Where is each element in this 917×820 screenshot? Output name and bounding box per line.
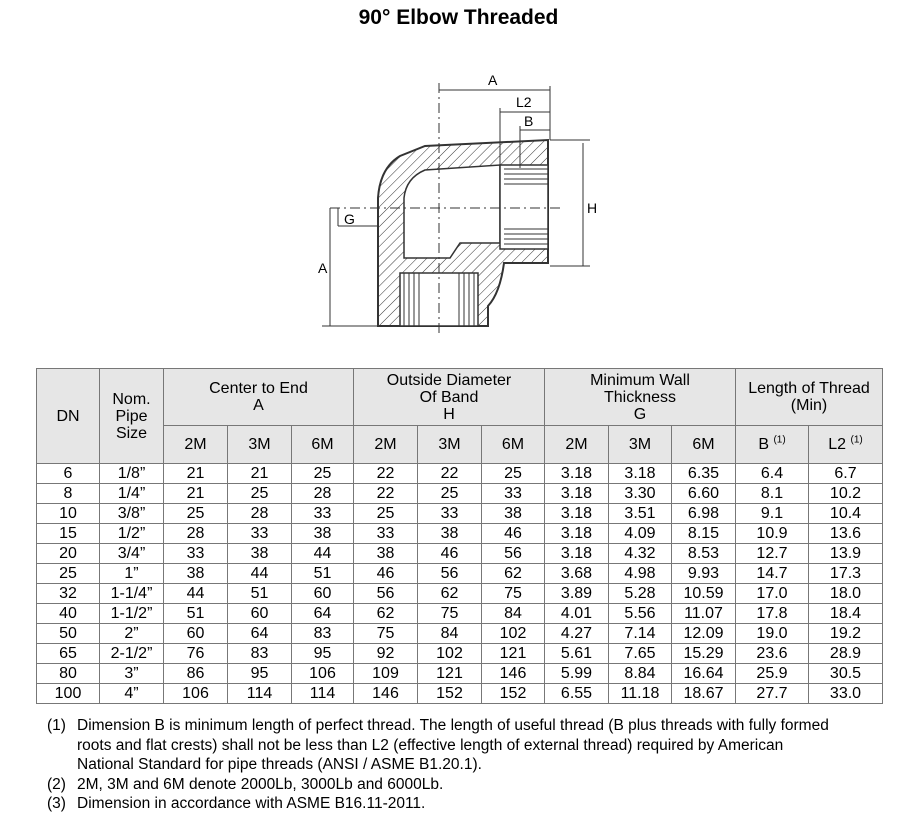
header-thread-length: Length of Thread (Min) bbox=[736, 369, 883, 426]
table-row bbox=[37, 484, 883, 504]
table-cell: 84 bbox=[482, 604, 545, 624]
table-cell: 21 bbox=[164, 484, 228, 504]
table-body bbox=[37, 464, 883, 704]
table-cell: 27.7 bbox=[736, 684, 809, 704]
table-cell: 100 bbox=[37, 684, 100, 704]
table-cell: 102 bbox=[418, 644, 482, 664]
table-cell: 13.6 bbox=[809, 524, 883, 544]
table-cell: 19.2 bbox=[809, 624, 883, 644]
dim-a-left: A bbox=[318, 260, 328, 276]
table-cell: 25 bbox=[418, 484, 482, 504]
table-cell: 12.7 bbox=[736, 544, 809, 564]
table-cell: 15 bbox=[37, 524, 100, 544]
table-cell: 6.98 bbox=[672, 504, 736, 524]
table-cell: 33 bbox=[292, 504, 354, 524]
table-cell: 46 bbox=[418, 544, 482, 564]
page-title: 90° Elbow Threaded bbox=[358, 6, 559, 29]
table-cell: 28 bbox=[292, 484, 354, 504]
table-row bbox=[37, 464, 883, 484]
table-cell: 38 bbox=[418, 524, 482, 544]
table-cell: 25 bbox=[354, 504, 418, 524]
table-cell: 10.59 bbox=[672, 584, 736, 604]
dimension-table bbox=[36, 368, 883, 704]
header-outside-diameter: Outside Diameter Of Band H bbox=[354, 369, 545, 426]
table-row bbox=[37, 624, 883, 644]
table-cell: 33 bbox=[418, 504, 482, 524]
table-cell: 20 bbox=[37, 544, 100, 564]
table-cell: 3.18 bbox=[545, 464, 609, 484]
table-cell: 8.15 bbox=[672, 524, 736, 544]
table-cell: 102 bbox=[482, 624, 545, 644]
table-cell: 5.28 bbox=[609, 584, 672, 604]
table-row bbox=[37, 524, 883, 544]
table-cell: 109 bbox=[354, 664, 418, 684]
table-cell: 8.53 bbox=[672, 544, 736, 564]
table-cell: 80 bbox=[37, 664, 100, 684]
table-cell: 25 bbox=[292, 464, 354, 484]
table-cell: 95 bbox=[292, 644, 354, 664]
table-cell: 60 bbox=[164, 624, 228, 644]
table-cell: 17.0 bbox=[736, 584, 809, 604]
table-cell: 18.4 bbox=[809, 604, 883, 624]
table-cell: 56 bbox=[354, 584, 418, 604]
table-cell: 3/4” bbox=[100, 544, 164, 564]
table-cell: 6.35 bbox=[672, 464, 736, 484]
table-row bbox=[37, 664, 883, 684]
table-cell: 38 bbox=[228, 544, 292, 564]
table-cell: 17.8 bbox=[736, 604, 809, 624]
table-cell: 10.4 bbox=[809, 504, 883, 524]
table-cell: 21 bbox=[164, 464, 228, 484]
table-row bbox=[37, 644, 883, 664]
table-cell: 3.18 bbox=[609, 464, 672, 484]
table-cell: 3.18 bbox=[545, 524, 609, 544]
table-cell: 14.7 bbox=[736, 564, 809, 584]
table-cell: 1/2” bbox=[100, 524, 164, 544]
header-min-wall: Minimum Wall Thickness G bbox=[545, 369, 736, 426]
sub-h-6m: 6M bbox=[482, 426, 545, 464]
table-cell: 2” bbox=[100, 624, 164, 644]
table-cell: 16.64 bbox=[672, 664, 736, 684]
table-cell: 32 bbox=[37, 584, 100, 604]
footnote-3: (3) Dimension in accordance with ASME B16.11-2011. bbox=[47, 795, 426, 812]
table-row bbox=[37, 684, 883, 704]
sub-a-2m: 2M bbox=[164, 426, 228, 464]
table-cell: 12.09 bbox=[672, 624, 736, 644]
table-cell: 46 bbox=[354, 564, 418, 584]
table-cell: 51 bbox=[228, 584, 292, 604]
table-cell: 5.61 bbox=[545, 644, 609, 664]
table-cell: 76 bbox=[164, 644, 228, 664]
elbow-diagram bbox=[300, 68, 620, 338]
table-cell: 18.67 bbox=[672, 684, 736, 704]
table-cell: 84 bbox=[418, 624, 482, 644]
table-cell: 3/8” bbox=[100, 504, 164, 524]
table-cell: 25.9 bbox=[736, 664, 809, 684]
table-cell: 146 bbox=[482, 664, 545, 684]
table-cell: 3” bbox=[100, 664, 164, 684]
table-cell: 13.9 bbox=[809, 544, 883, 564]
table-cell: 38 bbox=[482, 504, 545, 524]
table-cell: 25 bbox=[482, 464, 545, 484]
table-cell: 114 bbox=[228, 684, 292, 704]
table-row bbox=[37, 544, 883, 564]
table-cell: 7.14 bbox=[609, 624, 672, 644]
table-cell: 51 bbox=[164, 604, 228, 624]
table-cell: 56 bbox=[418, 564, 482, 584]
sub-a-3m: 3M bbox=[228, 426, 292, 464]
table-cell: 25 bbox=[164, 504, 228, 524]
table-cell: 17.3 bbox=[809, 564, 883, 584]
table-cell: 11.07 bbox=[672, 604, 736, 624]
table-cell: 1/8” bbox=[100, 464, 164, 484]
dim-h: H bbox=[587, 200, 598, 216]
table-cell: 152 bbox=[482, 684, 545, 704]
table-cell: 28 bbox=[228, 504, 292, 524]
table-cell: 40 bbox=[37, 604, 100, 624]
table-cell: 44 bbox=[292, 544, 354, 564]
table-cell: 30.5 bbox=[809, 664, 883, 684]
table-row bbox=[37, 564, 883, 584]
table-cell: 60 bbox=[228, 604, 292, 624]
table-cell: 4.01 bbox=[545, 604, 609, 624]
table-cell: 62 bbox=[482, 564, 545, 584]
table-cell: 6.7 bbox=[809, 464, 883, 484]
sub-b: B $^{(1)}$ bbox=[736, 426, 809, 464]
table-cell: 3.30 bbox=[609, 484, 672, 504]
table-cell: 7.65 bbox=[609, 644, 672, 664]
table-cell: 25 bbox=[228, 484, 292, 504]
table-cell: 8.84 bbox=[609, 664, 672, 684]
header-dn: DN bbox=[37, 369, 100, 464]
dim-a-top: A bbox=[488, 72, 498, 88]
table-cell: 38 bbox=[164, 564, 228, 584]
table-cell: 4.98 bbox=[609, 564, 672, 584]
table-cell: 75 bbox=[354, 624, 418, 644]
table-cell: 11.18 bbox=[609, 684, 672, 704]
table-cell: 50 bbox=[37, 624, 100, 644]
table-cell: 4” bbox=[100, 684, 164, 704]
table-cell: 44 bbox=[228, 564, 292, 584]
table-cell: 1/4” bbox=[100, 484, 164, 504]
table-cell: 56 bbox=[482, 544, 545, 564]
table-cell: 10 bbox=[37, 504, 100, 524]
table-cell: 2-1/2” bbox=[100, 644, 164, 664]
table-row bbox=[37, 504, 883, 524]
sub-g-3m: 3M bbox=[609, 426, 672, 464]
table-cell: 4.09 bbox=[609, 524, 672, 544]
table-cell: 64 bbox=[228, 624, 292, 644]
header-nps: Nom. Pipe Size bbox=[100, 369, 164, 464]
table-cell: 86 bbox=[164, 664, 228, 684]
table-cell: 22 bbox=[354, 484, 418, 504]
table-cell: 22 bbox=[354, 464, 418, 484]
table-cell: 28 bbox=[164, 524, 228, 544]
sub-h-2m: 2M bbox=[354, 426, 418, 464]
table-cell: 60 bbox=[292, 584, 354, 604]
table-cell: 1” bbox=[100, 564, 164, 584]
table-cell: 33 bbox=[354, 524, 418, 544]
table-cell: 65 bbox=[37, 644, 100, 664]
table-cell: 23.6 bbox=[736, 644, 809, 664]
table-cell: 4.32 bbox=[609, 544, 672, 564]
table-cell: 6.55 bbox=[545, 684, 609, 704]
table-cell: 83 bbox=[292, 624, 354, 644]
table-cell: 10.2 bbox=[809, 484, 883, 504]
table-cell: 8.1 bbox=[736, 484, 809, 504]
table-cell: 10.9 bbox=[736, 524, 809, 544]
footnote-1: (1) Dimension B is minimum length of perfect thread. The length of useful thread (B plus threads with fully formed roots and flat crests) shall not be less than L2 (effective length of external thread) required by American National Standard for pipe threads (ANSI / ASME B1.20.1). bbox=[47, 717, 829, 773]
table-cell: 6 bbox=[37, 464, 100, 484]
table-cell: 21 bbox=[228, 464, 292, 484]
footnote-2: (2) 2M, 3M and 6M denote 2000Lb, 3000Lb and 6000Lb. bbox=[47, 775, 444, 793]
dim-l2: L2 bbox=[516, 94, 532, 110]
table-cell: 114 bbox=[292, 684, 354, 704]
table-cell: 33.0 bbox=[809, 684, 883, 704]
table-cell: 33 bbox=[482, 484, 545, 504]
table-cell: 62 bbox=[354, 604, 418, 624]
table-cell: 4.27 bbox=[545, 624, 609, 644]
dim-g: G bbox=[344, 211, 355, 227]
table-cell: 28.9 bbox=[809, 644, 883, 664]
table-cell: 33 bbox=[228, 524, 292, 544]
table-cell: 22 bbox=[418, 464, 482, 484]
sub-l2: L2 $^{(1)}$ bbox=[809, 426, 883, 464]
table-cell: 38 bbox=[292, 524, 354, 544]
table-cell: 3.89 bbox=[545, 584, 609, 604]
table-cell: 44 bbox=[164, 584, 228, 604]
table-cell: 46 bbox=[482, 524, 545, 544]
sub-g-6m: 6M bbox=[672, 426, 736, 464]
table-cell: 9.93 bbox=[672, 564, 736, 584]
table-cell: 3.51 bbox=[609, 504, 672, 524]
table-cell: 3.68 bbox=[545, 564, 609, 584]
table-cell: 15.29 bbox=[672, 644, 736, 664]
table-cell: 5.99 bbox=[545, 664, 609, 684]
table-cell: 92 bbox=[354, 644, 418, 664]
sub-a-6m: 6M bbox=[292, 426, 354, 464]
table-cell: 106 bbox=[292, 664, 354, 684]
table-cell: 95 bbox=[228, 664, 292, 684]
header-center-to-end: Center to End A bbox=[164, 369, 354, 426]
table-cell: 75 bbox=[482, 584, 545, 604]
table-cell: 19.0 bbox=[736, 624, 809, 644]
sub-g-2m: 2M bbox=[545, 426, 609, 464]
table-cell: 33 bbox=[164, 544, 228, 564]
table-row bbox=[37, 604, 883, 624]
table-cell: 121 bbox=[418, 664, 482, 684]
sub-h-3m: 3M bbox=[418, 426, 482, 464]
table-cell: 3.18 bbox=[545, 504, 609, 524]
table-cell: 83 bbox=[228, 644, 292, 664]
table-cell: 75 bbox=[418, 604, 482, 624]
table-cell: 1-1/4” bbox=[100, 584, 164, 604]
table-cell: 25 bbox=[37, 564, 100, 584]
table-cell: 8 bbox=[37, 484, 100, 504]
table-cell: 62 bbox=[418, 584, 482, 604]
table-cell: 6.4 bbox=[736, 464, 809, 484]
table-cell: 51 bbox=[292, 564, 354, 584]
table-cell: 152 bbox=[418, 684, 482, 704]
table-cell: 5.56 bbox=[609, 604, 672, 624]
table-cell: 121 bbox=[482, 644, 545, 664]
table-cell: 146 bbox=[354, 684, 418, 704]
dim-b: B bbox=[524, 113, 534, 129]
table-cell: 9.1 bbox=[736, 504, 809, 524]
table-row bbox=[37, 584, 883, 604]
table-cell: 6.60 bbox=[672, 484, 736, 504]
table-cell: 3.18 bbox=[545, 484, 609, 504]
table-cell: 64 bbox=[292, 604, 354, 624]
table-cell: 106 bbox=[164, 684, 228, 704]
table-cell: 38 bbox=[354, 544, 418, 564]
table-cell: 18.0 bbox=[809, 584, 883, 604]
footnotes bbox=[47, 716, 837, 814]
table-cell: 3.18 bbox=[545, 544, 609, 564]
table-cell: 1-1/2” bbox=[100, 604, 164, 624]
